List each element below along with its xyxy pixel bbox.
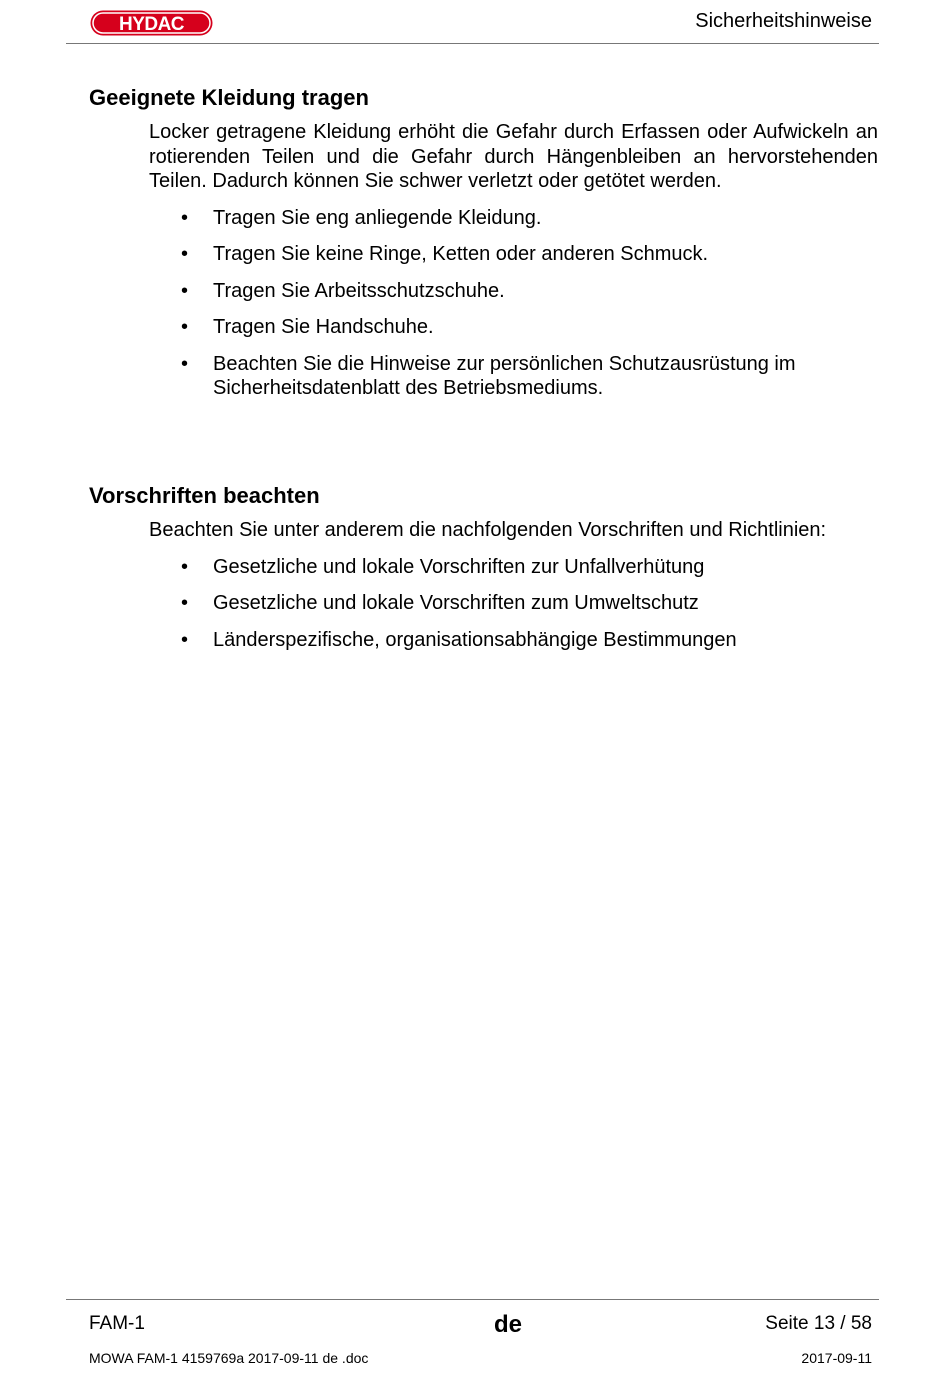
svg-text:HYDAC: HYDAC — [118, 14, 185, 35]
list-item — [89, 352, 878, 401]
bullet-icon: • — [181, 243, 189, 265]
footer-divider — [66, 1299, 879, 1300]
section-regulations — [89, 482, 878, 652]
list-item — [89, 206, 878, 231]
bullet-list — [89, 206, 878, 401]
footer-language: de — [493, 1311, 522, 1338]
header-title: Sicherheitshinweise — [695, 10, 872, 32]
list-item — [89, 242, 878, 267]
section-intro: Locker getragene Kleidung erhöht die Gefahr durch Erfassen oder Aufwickeln an rotierenden Teilen und die Gefahr durch Hängenbleiben an hervorstehenden Teilen. Dadurch können Sie schwer verletzt oder getötet werden. — [149, 121, 878, 192]
list-item-text: Tragen Sie Arbeitsschutzschuhe. — [213, 279, 505, 302]
bullet-icon: • — [181, 555, 189, 578]
list-item-text: Tragen Sie eng anliegende Kleidung. — [213, 206, 542, 229]
list-item — [89, 555, 878, 580]
bullet-icon: • — [181, 206, 189, 229]
bullet-list — [89, 555, 878, 653]
list-item-text: Tragen Sie keine Ringe, Ketten oder anderen Schmuck. — [213, 243, 709, 265]
hydac-logo — [89, 9, 214, 37]
list-item-text: Beachten Sie die Hinweise zur persönlichen Schutzausrüstung im Sicherheitsdatenblatt des Betriebsmediums. — [213, 352, 796, 399]
footer-date: 2017-09-11 — [801, 1350, 872, 1366]
list-item-text: Gesetzliche und lokale Vorschriften zur Unfallverhütung — [213, 555, 705, 578]
list-item-text: Tragen Sie Handschuhe. — [213, 316, 434, 338]
section-intro: Beachten Sie unter anderem die nachfolgenden Vorschriften und Richtlinien: — [149, 519, 827, 541]
list-item — [89, 628, 878, 653]
bullet-icon: • — [181, 316, 189, 338]
header-divider — [66, 43, 879, 44]
section-heading: Geeignete Kleidung tragen — [89, 85, 369, 110]
bullet-icon: • — [181, 592, 189, 614]
list-item-text: Gesetzliche und lokale Vorschriften zum Umweltschutz — [213, 592, 699, 614]
footer-file-name: MOWA FAM-1 4159769a 2017-09-11 de .doc — [89, 1350, 369, 1366]
bullet-icon: • — [181, 352, 189, 375]
list-item — [89, 591, 878, 616]
list-item — [89, 315, 878, 340]
section-clothing — [89, 84, 878, 401]
list-item — [89, 279, 878, 304]
list-item-text: Länderspezifische, organisationsabhängige Bestimmungen — [213, 628, 737, 651]
footer-doc-code: FAM-1 — [89, 1313, 145, 1334]
bullet-icon: • — [181, 628, 189, 651]
bullet-icon: • — [181, 279, 189, 302]
footer-page-number: Seite 13 / 58 — [765, 1313, 872, 1334]
section-heading: Vorschriften beachten — [89, 483, 320, 508]
